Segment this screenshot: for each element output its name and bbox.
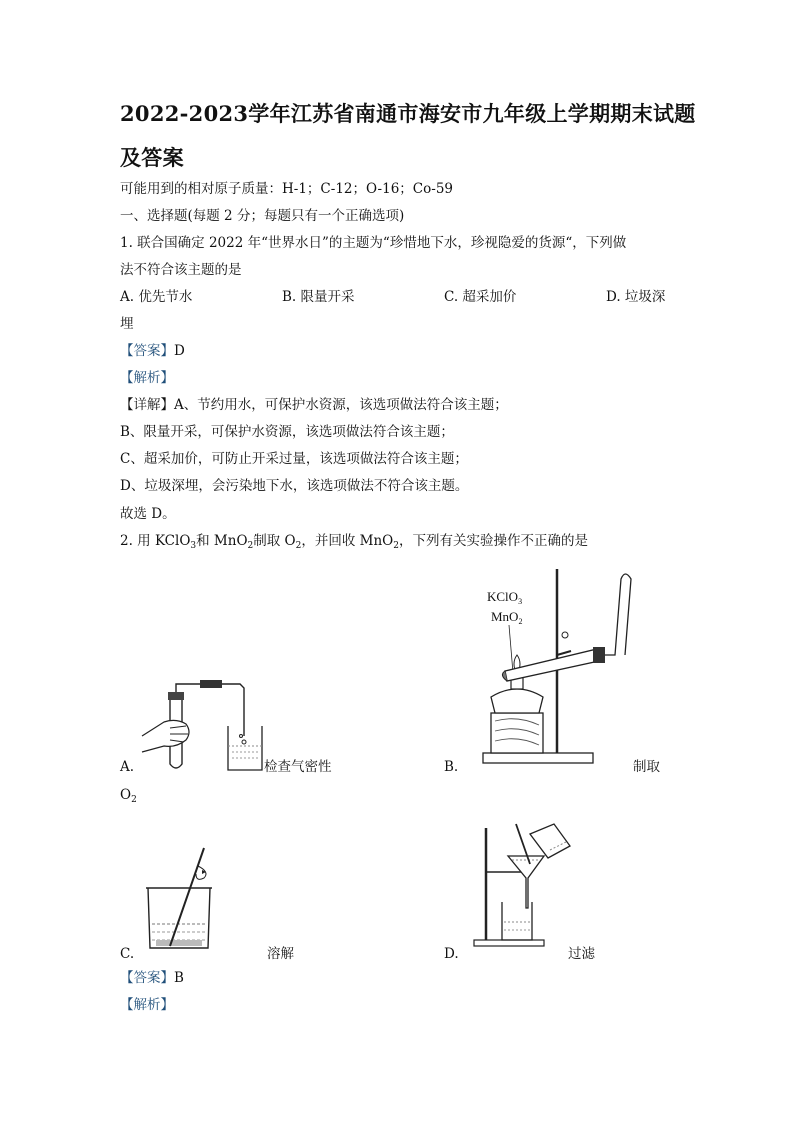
q2-option-b-continued: $O_2$ bbox=[120, 787, 137, 805]
q1-analysis-tag: 【解析】 bbox=[120, 370, 174, 386]
atomic-masses: 可能用到的相对原子质量：H-1；C-12；O-16；Co-59 bbox=[120, 181, 453, 197]
q2-answer: B bbox=[174, 970, 184, 986]
q1-option-d: D. 垃圾深 bbox=[606, 289, 666, 305]
q1-option-a: A. 优先节水 bbox=[120, 289, 193, 305]
q1-detail-a-row bbox=[120, 395, 508, 415]
q2-option-d-text: 过滤 bbox=[568, 946, 595, 962]
dissolving-figure bbox=[140, 842, 220, 952]
q1-answer: D bbox=[174, 343, 185, 359]
q1-option-d-continued: 埋 bbox=[120, 316, 134, 332]
q2-option-d-letter: D. bbox=[444, 946, 459, 962]
oxygen-preparation-figure bbox=[465, 565, 640, 770]
mno2-label-sub: 2 bbox=[518, 617, 523, 626]
q2-answer-row bbox=[120, 968, 184, 988]
airtightness-check-figure bbox=[140, 676, 265, 776]
filtration-figure bbox=[470, 820, 575, 950]
svg-text:KClO3 bbox=[487, 589, 522, 606]
kclo3-label-sub: 3 bbox=[518, 597, 523, 606]
q1-stem-line1: 1. 联合国确定 2022 年“世界水日”的主题为“珍惜地下水，珍视隐爱的货源“，下列做 bbox=[120, 235, 627, 251]
answer-tag: 【答案】 bbox=[120, 343, 174, 359]
q2-option-a-text: 检查气密性 bbox=[264, 759, 332, 775]
q2-option-c-letter: C. bbox=[120, 946, 135, 962]
detail-tag: 【详解】 bbox=[120, 397, 174, 413]
q2-option-b-text: 制取 bbox=[633, 759, 660, 775]
page-title-line2: 及答案 bbox=[120, 145, 184, 170]
q2-analysis-tag: 【解析】 bbox=[120, 997, 174, 1013]
mno2-label-text: MnO bbox=[491, 609, 519, 624]
q1-conclusion: 故选 D。 bbox=[120, 506, 176, 522]
q2-stem: 2. 用 KClO$_3$和 MnO$_2$制取 $O_2$，并回收 MnO$_2$，下列有关实验操作不正确的是 bbox=[120, 533, 588, 551]
q2-option-b-letter: B. bbox=[444, 759, 459, 775]
svg-text:MnO2 bbox=[491, 609, 522, 626]
q2-option-a-letter: A. bbox=[120, 759, 135, 775]
q2-option-c-text: 溶解 bbox=[267, 946, 294, 962]
answer-tag: 【答案】 bbox=[120, 970, 174, 986]
q1-stem-line2: 法不符合该主题的是 bbox=[120, 262, 242, 278]
kclo3-label-text: KClO bbox=[487, 589, 519, 604]
q1-answer-row bbox=[120, 341, 185, 361]
q1-option-b: B. 限量开采 bbox=[282, 289, 355, 305]
q1-detail-d: D、垃圾深埋，会污染地下水，该选项做法不符合该主题。 bbox=[120, 478, 469, 494]
section-heading: 一、选择题(每题 2 分；每题只有一个正确选项) bbox=[120, 208, 405, 224]
q1-detail-b: B、限量开采，可保护水资源，该选项做法符合该主题； bbox=[120, 424, 454, 440]
q1-option-c: C. 超采加价 bbox=[444, 289, 517, 305]
page-title-line1: 2022-2023学年江苏省南通市海安市九年级上学期期末试题 bbox=[120, 101, 696, 126]
q1-detail-a: A、节约用水，可保护水资源，该选项做法符合该主题； bbox=[174, 397, 508, 413]
q1-detail-c: C、超采加价，可防止开采过量，该选项做法符合该主题； bbox=[120, 451, 468, 467]
